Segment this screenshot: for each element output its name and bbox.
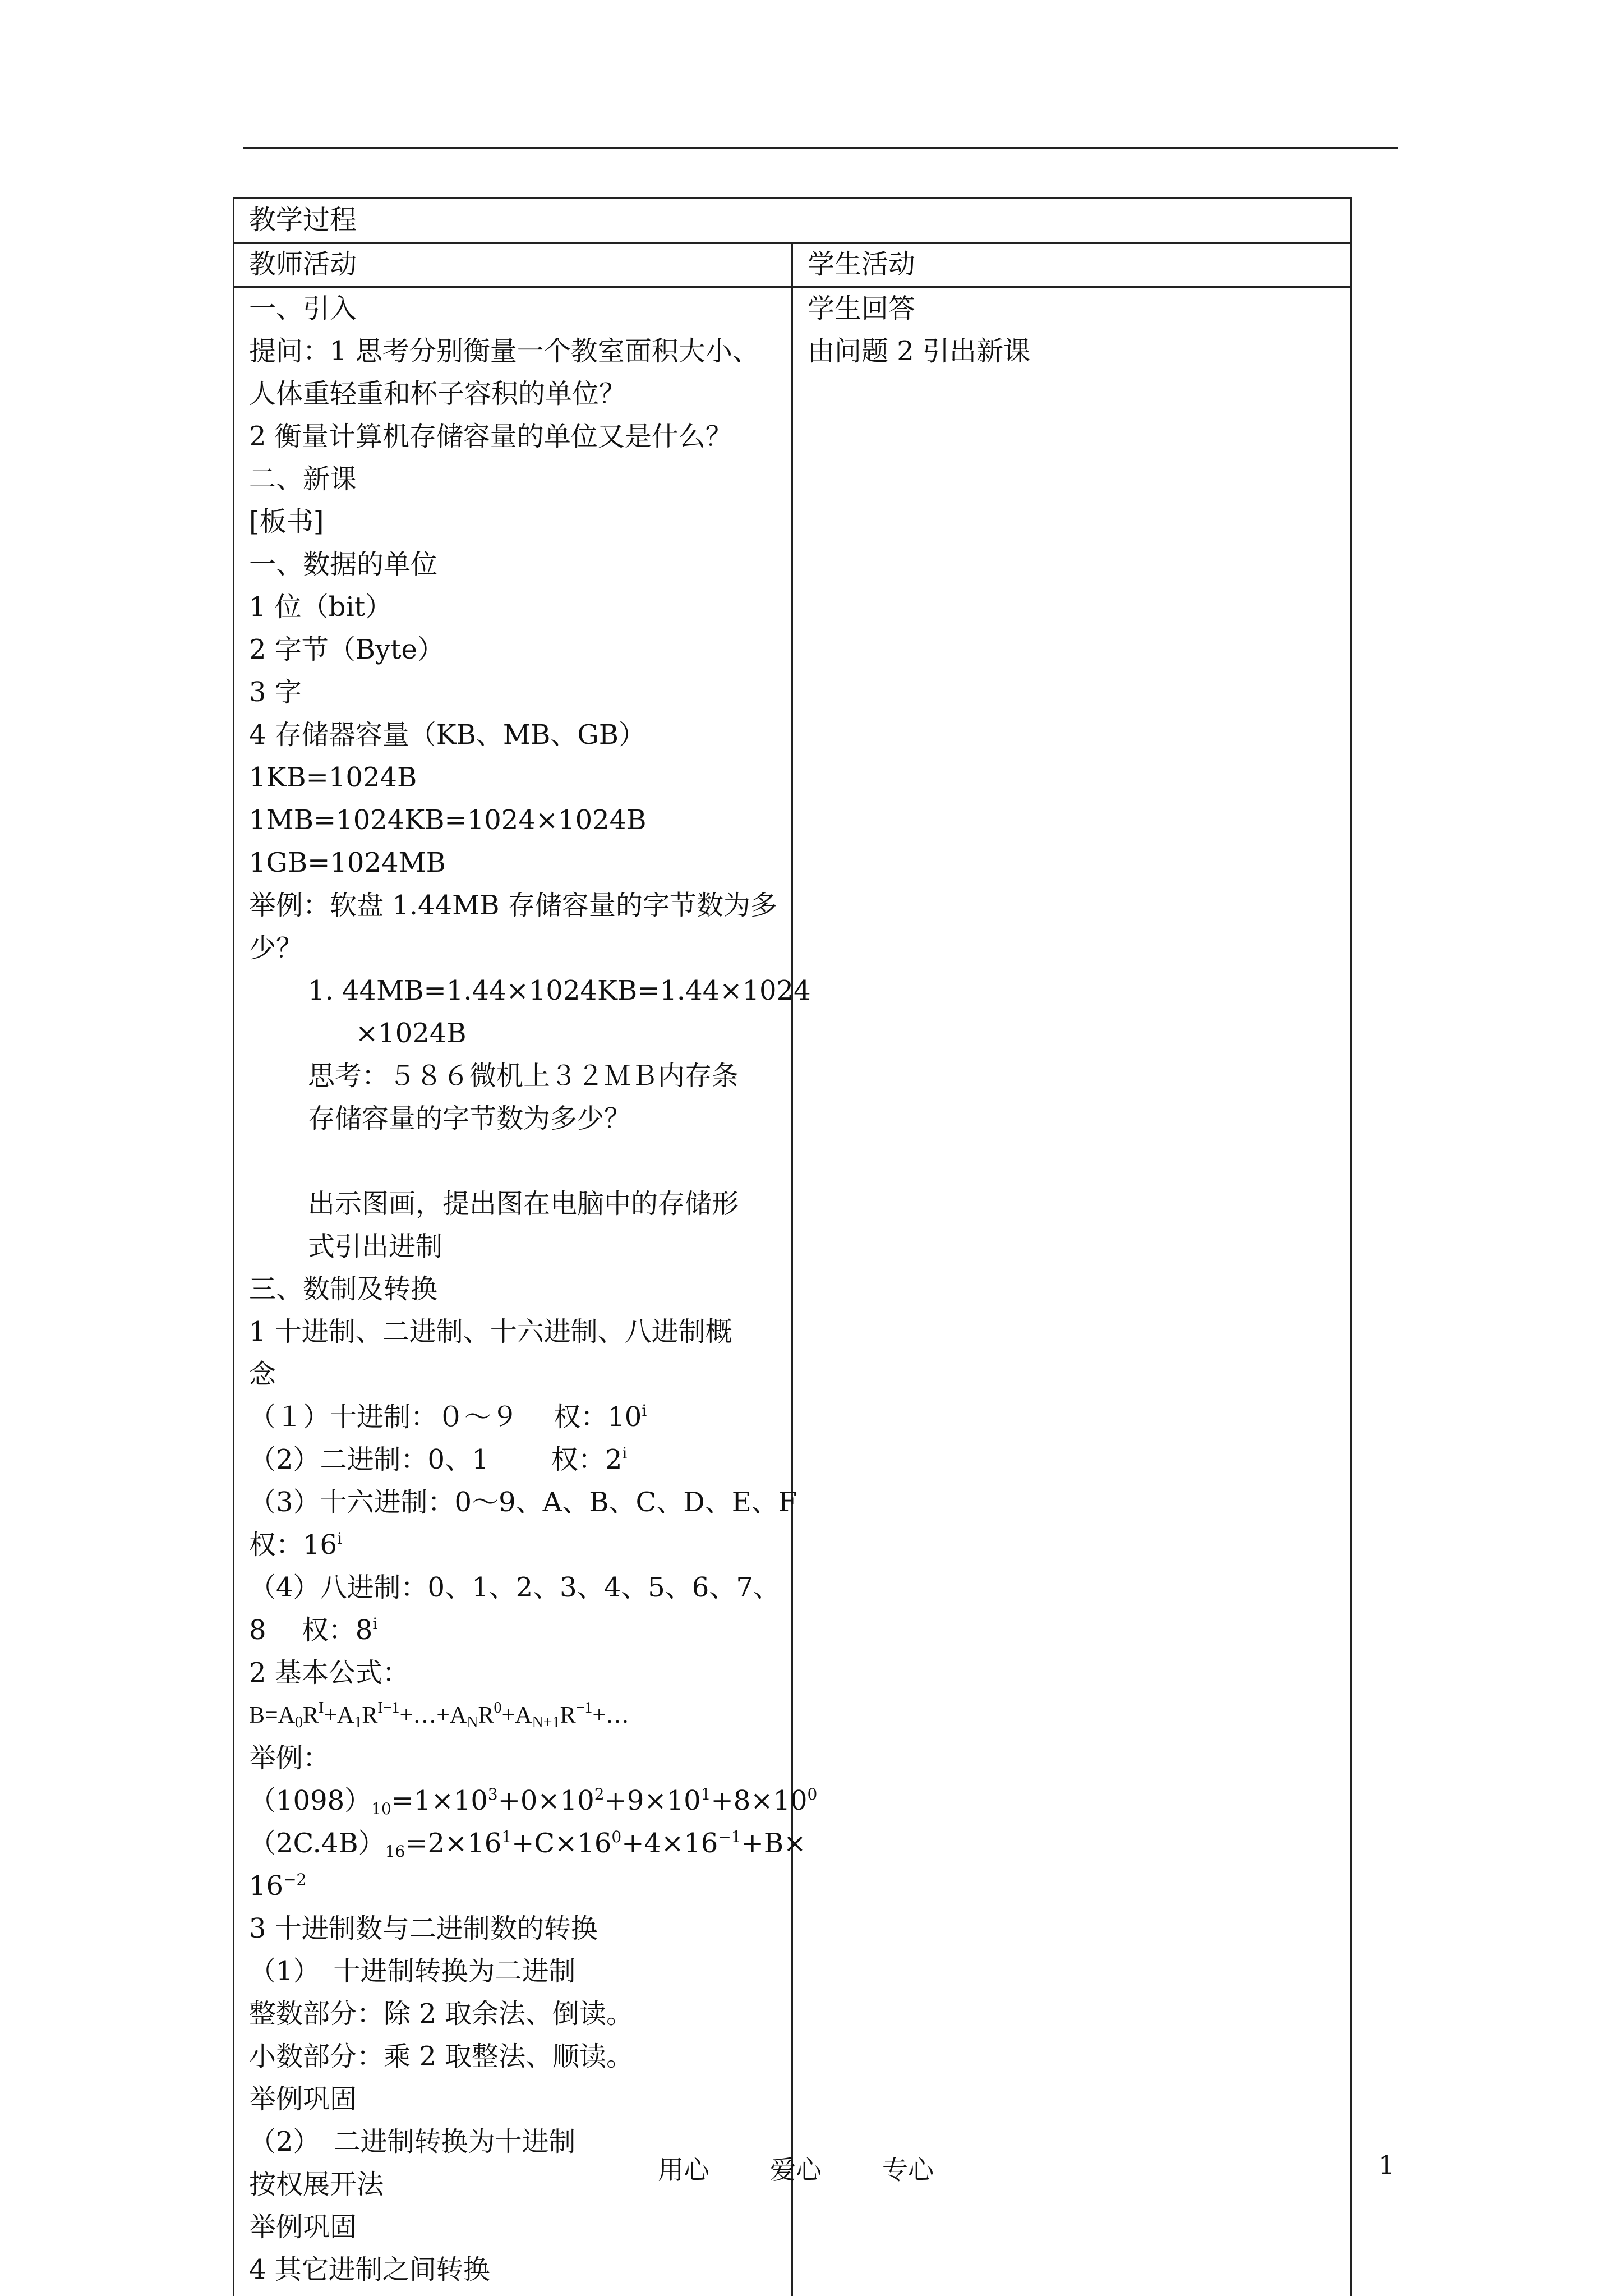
text-line: 小数部分：乘 2 取整法、顺读。 <box>249 2041 634 2072</box>
text-line: 一、引入 <box>249 293 357 324</box>
text-line: 1 位（bit） <box>249 591 393 623</box>
example-text: （1098） <box>249 1785 372 1816</box>
radix-line: 权：16 <box>249 1529 338 1561</box>
example-line <box>249 1865 306 1908</box>
text-line: 3 十进制数与二进制数的转换 <box>249 1913 598 1944</box>
example-text: =1×10 <box>391 1785 488 1816</box>
text-line: 存储容量的字节数为多少？ <box>308 1103 631 1134</box>
text-line: 2 基本公式： <box>249 1657 409 1688</box>
page-number: 1 <box>1378 2150 1395 2180</box>
text-line <box>249 1609 377 1652</box>
text-line: 1KB=1024B <box>249 762 417 793</box>
text-line: 念 <box>249 1359 276 1390</box>
text-line <box>249 1524 342 1567</box>
example-text: =2×16 <box>405 1828 502 1859</box>
text-line: [板书] <box>249 506 324 537</box>
text-line: 1 十进制、二进制、十六进制、八进制概 <box>249 1316 732 1347</box>
formula-text: +A <box>324 1703 354 1728</box>
formula-text: R <box>362 1703 378 1728</box>
superscript: 0 <box>611 1828 622 1846</box>
header-rule <box>243 147 1398 149</box>
radix-line: （１）十进制：０～９ 权：10 <box>249 1401 642 1433</box>
formula-text: +A <box>501 1703 532 1728</box>
superscript: −2 <box>283 1870 307 1889</box>
superscript: 3 <box>487 1785 498 1803</box>
text-line <box>249 1438 627 1481</box>
formula-text: R <box>560 1703 576 1728</box>
example-text: +8×10 <box>711 1785 808 1816</box>
subscript: N <box>467 1714 478 1731</box>
footer-left: 用心 <box>658 2155 709 2185</box>
text-line: 式引出进制 <box>308 1231 443 1262</box>
superscript: 1 <box>501 1828 512 1846</box>
superscript: 1 <box>700 1785 711 1803</box>
formula-line <box>249 1694 629 1737</box>
formula-text: +…+A <box>399 1703 467 1728</box>
text-line: 1GB=1024MB <box>249 847 446 878</box>
superscript: 0 <box>807 1785 818 1803</box>
text-line: 由问题 2 引出新课 <box>808 335 1031 367</box>
text-line: 按权展开法 <box>249 2169 384 2200</box>
text-line: （4）八进制：0、1、2、3、4、5、6、7、 <box>249 1572 780 1603</box>
superscript: I−1 <box>377 1699 400 1717</box>
text-line: 提问：1 思考分别衡量一个教室面积大小、 <box>249 335 759 367</box>
example-text: +4×16 <box>621 1828 718 1859</box>
example-text: 16 <box>249 1870 284 1902</box>
radix-line: 8 权：8 <box>249 1614 373 1646</box>
text-line: 二、新课 <box>249 463 357 495</box>
subscript: 0 <box>295 1714 303 1731</box>
example-text: +C×16 <box>511 1828 612 1859</box>
superscript: −1 <box>575 1699 593 1717</box>
formula-text: R <box>303 1703 319 1728</box>
superscript: 0 <box>494 1699 502 1717</box>
text-line: 思考：５８６微机上３２ＭＢ内存条 <box>308 1060 739 1092</box>
superscript: I <box>319 1699 324 1717</box>
text-line: 1. 44MB=1.44×1024KB=1.44×1024 <box>308 975 811 1006</box>
example-text: +B× <box>741 1828 806 1859</box>
superscript: −1 <box>718 1828 741 1846</box>
text-line: 出示图画，提出图在电脑中的存储形 <box>308 1188 739 1220</box>
text-line: 三、数制及转换 <box>249 1273 438 1305</box>
teacher-header: 教师活动 <box>249 249 357 280</box>
text-line: 3 字 <box>249 677 302 708</box>
text-line: 4 其它进制之间转换 <box>249 2254 490 2285</box>
text-line: （2） 二进制转换为十进制 <box>249 2126 576 2157</box>
text-line: 少？ <box>249 932 303 964</box>
example-text: （2C.4B） <box>249 1828 385 1859</box>
table-column-divider <box>791 242 793 2296</box>
formula-text: +… <box>592 1703 630 1728</box>
formula-text: R <box>478 1703 494 1728</box>
superscript: i <box>372 1614 378 1633</box>
text-line: 2 字节（Byte） <box>249 634 444 665</box>
superscript: i <box>642 1401 647 1420</box>
footer-middle: 爱心 <box>770 2155 822 2185</box>
student-header: 学生活动 <box>808 249 916 280</box>
text-line: ×1024B <box>356 1018 467 1049</box>
subscript: 10 <box>371 1800 391 1818</box>
text-line: 1MB=1024KB=1024×1024B <box>249 804 647 836</box>
text-line: 举例巩固 <box>249 2211 357 2243</box>
superscript: 2 <box>594 1785 605 1803</box>
radix-line: （2）二进制：0、1 权：2 <box>249 1444 623 1475</box>
text-line: 人体重轻重和杯子容积的单位？ <box>249 378 626 409</box>
text-line: （3）十六进制：0～9、A、B、C、D、E、F <box>249 1487 797 1518</box>
text-line <box>249 1396 647 1439</box>
text-line: 举例：软盘 1.44MB 存储容量的字节数为多 <box>249 890 777 921</box>
text-line: 一、数据的单位 <box>249 549 438 580</box>
example-text: +9×10 <box>604 1785 701 1816</box>
example-line <box>249 1779 817 1823</box>
formula-text: B=A <box>249 1703 296 1728</box>
text-line: 4 存储器容量（KB、MB、GB） <box>249 719 645 751</box>
subscript: 1 <box>354 1714 362 1731</box>
text-line: 举例巩固 <box>249 2083 357 2115</box>
subscript: 16 <box>385 1842 405 1861</box>
text-line: 学生回答 <box>808 293 916 324</box>
text-line: （1） 十进制转换为二进制 <box>249 1955 576 1987</box>
text-line: 整数部分：除 2 取余法、倒读。 <box>249 1998 634 2030</box>
superscript: i <box>337 1529 343 1548</box>
subscript: N+1 <box>532 1714 560 1731</box>
footer-right: 专心 <box>882 2155 934 2185</box>
table-title: 教学过程 <box>249 204 357 236</box>
text-line: 举例： <box>249 1742 330 1774</box>
example-text: +0×10 <box>497 1785 594 1816</box>
text-line: 2 衡量计算机存储容量的单位又是什么？ <box>249 421 732 452</box>
example-line <box>249 1822 806 1865</box>
superscript: i <box>622 1444 628 1462</box>
